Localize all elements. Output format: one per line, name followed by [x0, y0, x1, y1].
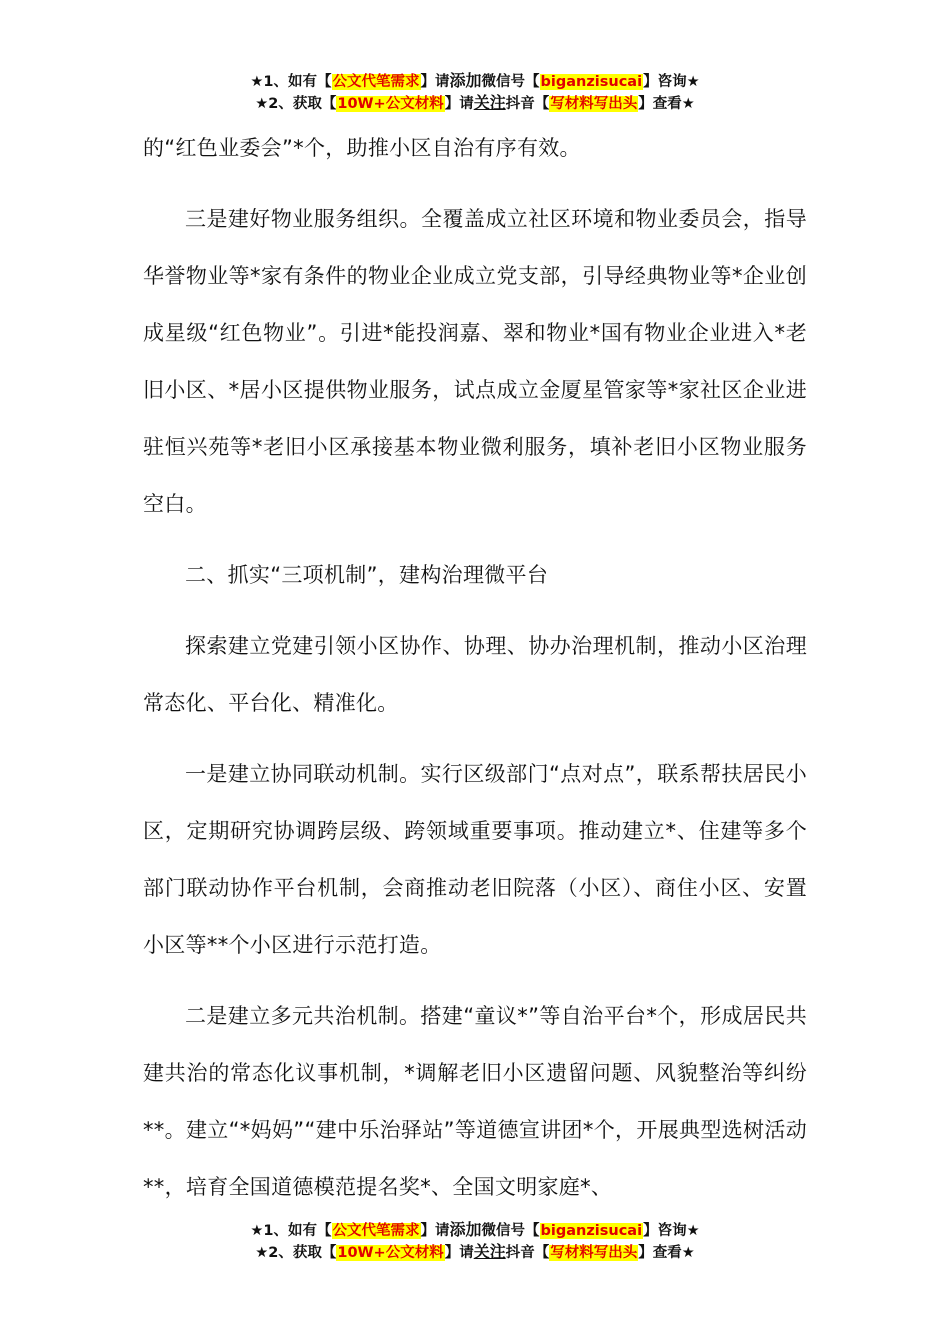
- banner-text: 】请: [444, 96, 474, 112]
- banner-highlight: 10W+公文材料: [337, 1245, 444, 1261]
- document-body: [143, 120, 807, 1230]
- banner-line-2: [0, 1241, 950, 1263]
- banner-text: 微信号【: [481, 1223, 540, 1239]
- banner-emphasis: 添加: [449, 71, 482, 90]
- banner-highlight: 公文代笔需求: [332, 1223, 420, 1239]
- banner-highlight: 10W+公文材料: [337, 96, 444, 112]
- header-banner: [0, 70, 950, 114]
- banner-text: ★2、获取【: [255, 1245, 337, 1261]
- banner-text: ★2、获取【: [255, 96, 337, 112]
- banner-text: 抖音【: [505, 1245, 550, 1261]
- banner-text: 】咨询★: [643, 1223, 700, 1239]
- banner-text: 微信号【: [481, 74, 540, 90]
- banner-emphasis: 关注: [473, 1242, 506, 1261]
- banner-text: 】请: [420, 74, 450, 90]
- banner-line-1: [0, 70, 950, 92]
- banner-emphasis: 关注: [473, 93, 506, 112]
- banner-text: 】咨询★: [643, 74, 700, 90]
- paragraph: 三是建好物业服务组织。全覆盖成立社区环境和物业委员会，指导华誉物业等*家有条件的物业企业成立党支部，引导经典物业等*企业创成星级“红色物业”。引进*能投润嘉、翠和物业*国有物业企业进入*老旧小区、*居小区提供物业服务，试点成立金厦星管家等*家社区企业进驻恒兴苑等*老旧小区承接基本物业微利服务，填补老旧小区物业服务空白。: [143, 207, 807, 516]
- banner-highlight: 公文代笔需求: [332, 74, 420, 90]
- banner-line-2: [0, 92, 950, 114]
- banner-highlight: biganzisucai: [540, 74, 643, 90]
- paragraph: 探索建立党建引领小区协作、协理、协办治理机制，推动小区治理常态化、平台化、精准化。: [143, 634, 807, 715]
- banner-highlight: 写材料写出头: [550, 1245, 638, 1261]
- paragraph: 一是建立协同联动机制。实行区级部门“点对点”，联系帮扶居民小区，定期研究协调跨层级、跨领域重要事项。推动建立*、住建等多个部门联动协作平台机制，会商推动老旧院落（小区）、商住小区、安置小区等**个小区进行示范打造。: [143, 762, 807, 957]
- section-heading: 二、抓实“三项机制”，建构治理微平台: [185, 563, 549, 587]
- banner-text: ★1、如有【: [250, 74, 332, 90]
- banner-text: 】查看★: [638, 96, 695, 112]
- banner-text: 】请: [444, 1245, 474, 1261]
- banner-text: 】请: [420, 1223, 450, 1239]
- banner-highlight: 写材料写出头: [550, 96, 638, 112]
- banner-highlight: biganzisucai: [540, 1223, 643, 1239]
- banner-text: ★1、如有【: [250, 1223, 332, 1239]
- banner-line-1: [0, 1219, 950, 1241]
- paragraph: 二是建立多元共治机制。搭建“童议*”等自治平台*个，形成居民共建共治的常态化议事机制，*调解老旧小区遗留问题、风貌整治等纠纷**。建立“*妈妈”“建中乐治驿站”等道德宣讲团*个，开展典型选树活动**，培育全国道德模范提名奖*、全国文明家庭*、: [143, 1004, 807, 1199]
- banner-emphasis: 添加: [449, 1220, 482, 1239]
- footer-banner: [0, 1219, 950, 1263]
- banner-text: 抖音【: [505, 96, 550, 112]
- paragraph: 的“红色业委会”*个，助推小区自治有序有效。: [143, 136, 581, 160]
- banner-text: 】查看★: [638, 1245, 695, 1261]
